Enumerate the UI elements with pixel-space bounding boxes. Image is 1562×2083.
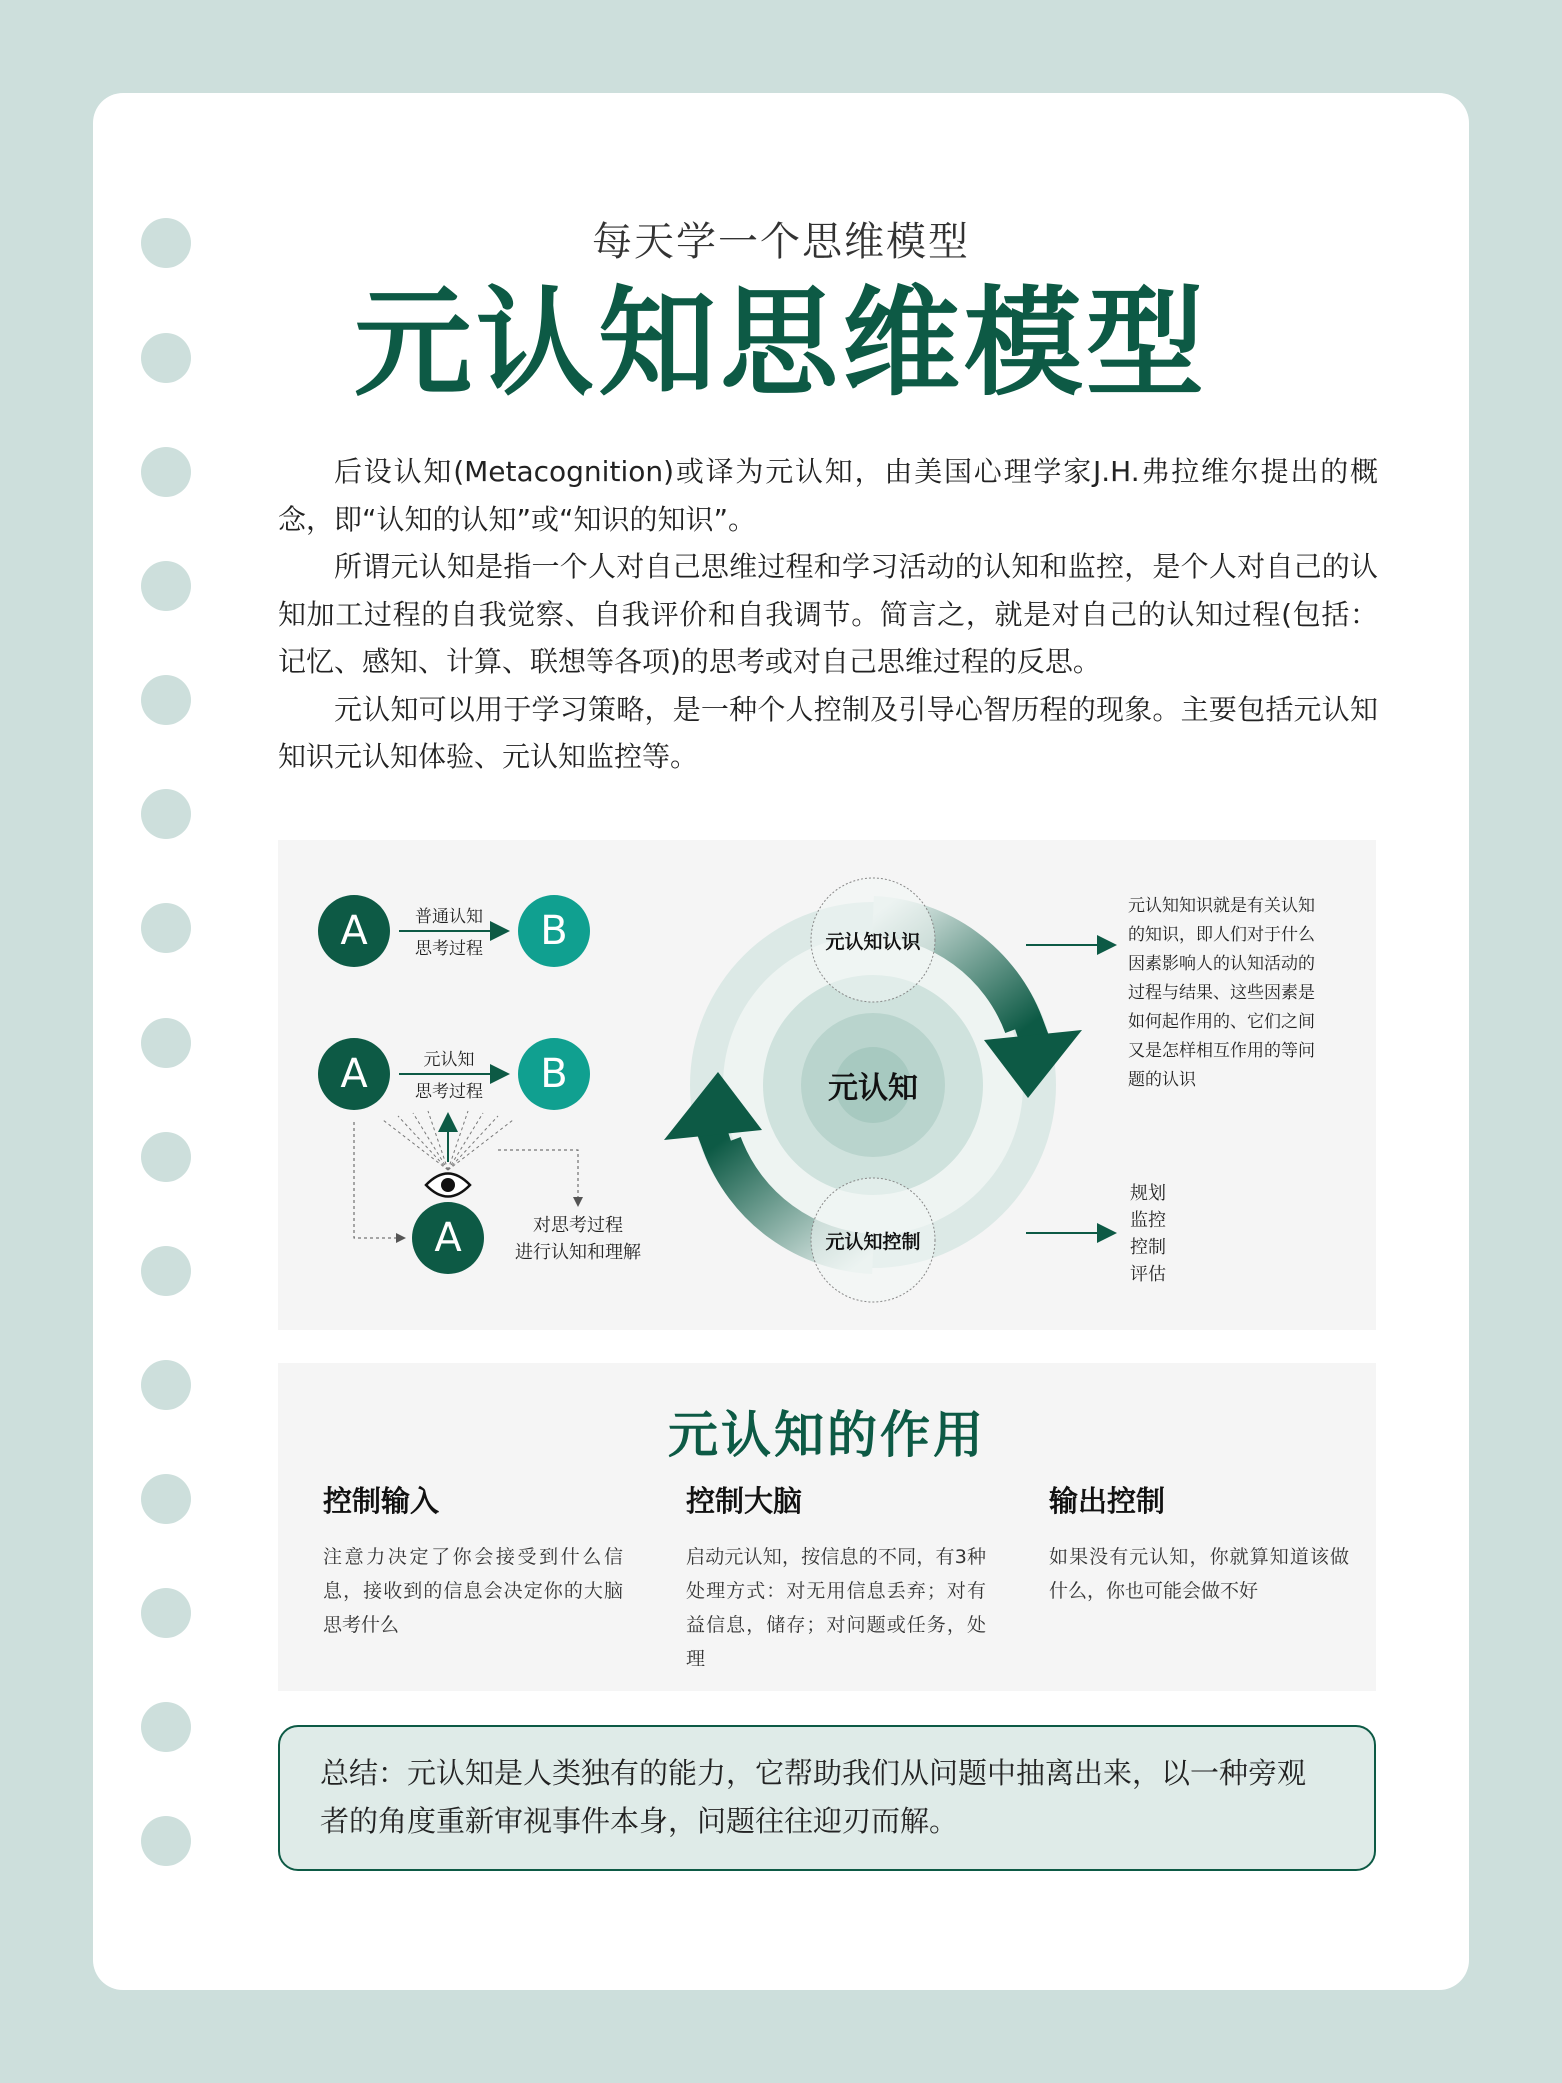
intro-paragraph: 后设认知(Metacognition)或译为元认知，由美国心理学家J.H.弗拉维尔提出的概念，即“认知的认知”或“知识的知识”。 — [278, 455, 1378, 536]
description-line: 过程与结果、这些因素是 — [1128, 983, 1315, 1003]
role-text: 启动元认知，按信息的不同，有3种处理方式：对无用信息丢弃；对有益信息，储存；对问题或任务，处理 — [686, 1546, 986, 1670]
node-b-label: B — [540, 908, 568, 954]
binding-hole — [141, 447, 191, 497]
diagram-canvas — [278, 840, 1376, 1330]
binding-hole — [141, 789, 191, 839]
binding-hole — [141, 1702, 191, 1752]
role-heading: 控制输入 — [323, 1484, 440, 1518]
role-heading: 输出控制 — [1049, 1484, 1166, 1518]
page-title: 元认知思维模型 — [353, 274, 1208, 412]
observer-label: 进行认知和理解 — [515, 1242, 641, 1263]
binding-hole — [141, 561, 191, 611]
description-line: 题的认识 — [1128, 1070, 1196, 1090]
role-item — [323, 1479, 623, 1642]
summary-box: 总结：元认知是人类独有的能力，它帮助我们从问题中抽离出来，以一种旁观者的角度重新审视事件本身，问题往往迎刃而解。 — [278, 1725, 1376, 1871]
normal-label: 思考过程 — [415, 939, 483, 959]
control-list-item: 规划 — [1130, 1183, 1166, 1204]
meta-label: 思考过程 — [415, 1082, 483, 1102]
binding-hole — [141, 675, 191, 725]
observer-label: 对思考过程 — [533, 1215, 623, 1236]
node-a-label: A — [340, 1051, 368, 1097]
node-a-label: A — [340, 908, 368, 954]
binding-hole — [141, 1474, 191, 1524]
observer-node-label: A — [434, 1215, 462, 1261]
knowledge-description — [1128, 896, 1315, 1090]
role-text: 如果没有元认知，你就算知道该做什么，你也可能会做不好 — [1049, 1546, 1349, 1602]
role-heading: 控制大脑 — [686, 1484, 803, 1518]
binding-hole — [141, 1132, 191, 1182]
center-label: 元认知 — [828, 1071, 918, 1106]
binding-hole — [141, 1588, 191, 1638]
role-text: 注意力决定了你会接受到什么信息，接收到的信息会决定你的大脑思考什么 — [323, 1546, 623, 1636]
dashed-connector — [498, 1150, 578, 1205]
role-item — [686, 1479, 986, 1676]
binding-hole — [141, 1816, 191, 1866]
roles-title: 元认知的作用 — [668, 1406, 986, 1464]
roles-panel — [278, 1363, 1376, 1691]
metacognition-diagram — [278, 840, 1376, 1330]
knowledge-bubble-label: 元认知认识 — [825, 931, 921, 953]
normal-cognition-row — [318, 895, 590, 967]
control-list-item: 控制 — [1130, 1237, 1166, 1258]
page-subtitle: 每天学一个思维模型 — [592, 219, 970, 265]
binding-hole — [141, 1246, 191, 1296]
description-line: 又是怎样相互作用的等问 — [1128, 1041, 1315, 1061]
control-bubble-label: 元认知控制 — [825, 1231, 921, 1253]
description-line: 元认知知识就是有关认知 — [1128, 896, 1315, 916]
control-list-item: 评估 — [1130, 1264, 1166, 1285]
eye-icon — [426, 1174, 470, 1197]
binding-hole — [141, 1360, 191, 1410]
binding-hole — [141, 903, 191, 953]
intro-paragraph: 所谓元认知是指一个人对自己思维过程和学习活动的认知和监控，是个人对自己的认知加工过程的自我觉察、自我评价和自我调节。简言之，就是对自己的认知过程(包括：记忆、感知、计算、联想等各项)的思考或对自己思维过程的反思。 — [278, 550, 1378, 678]
intro-text — [278, 448, 1378, 781]
meta-cognition-row — [318, 1038, 590, 1110]
metacognition-cycle — [664, 878, 1082, 1302]
normal-label: 普通认知 — [415, 907, 483, 927]
description-line: 的知识，即人们对于什么 — [1128, 925, 1315, 945]
node-b-label: B — [540, 1051, 568, 1097]
role-item — [1049, 1479, 1349, 1608]
intro-paragraph: 元认知可以用于学习策略，是一种个人控制及引导心智历程的现象。主要包括元认知知识元认知体验、元认知监控等。 — [278, 692, 1378, 773]
meta-label: 元认知 — [423, 1050, 475, 1070]
description-line: 因素影响人的认知活动的 — [1128, 954, 1315, 974]
dashed-connector — [354, 1122, 404, 1238]
binding-hole — [141, 1018, 191, 1068]
control-list — [1130, 1183, 1166, 1285]
control-list-item: 监控 — [1130, 1210, 1166, 1231]
description-line: 如何起作用的、它们之间 — [1128, 1012, 1315, 1032]
